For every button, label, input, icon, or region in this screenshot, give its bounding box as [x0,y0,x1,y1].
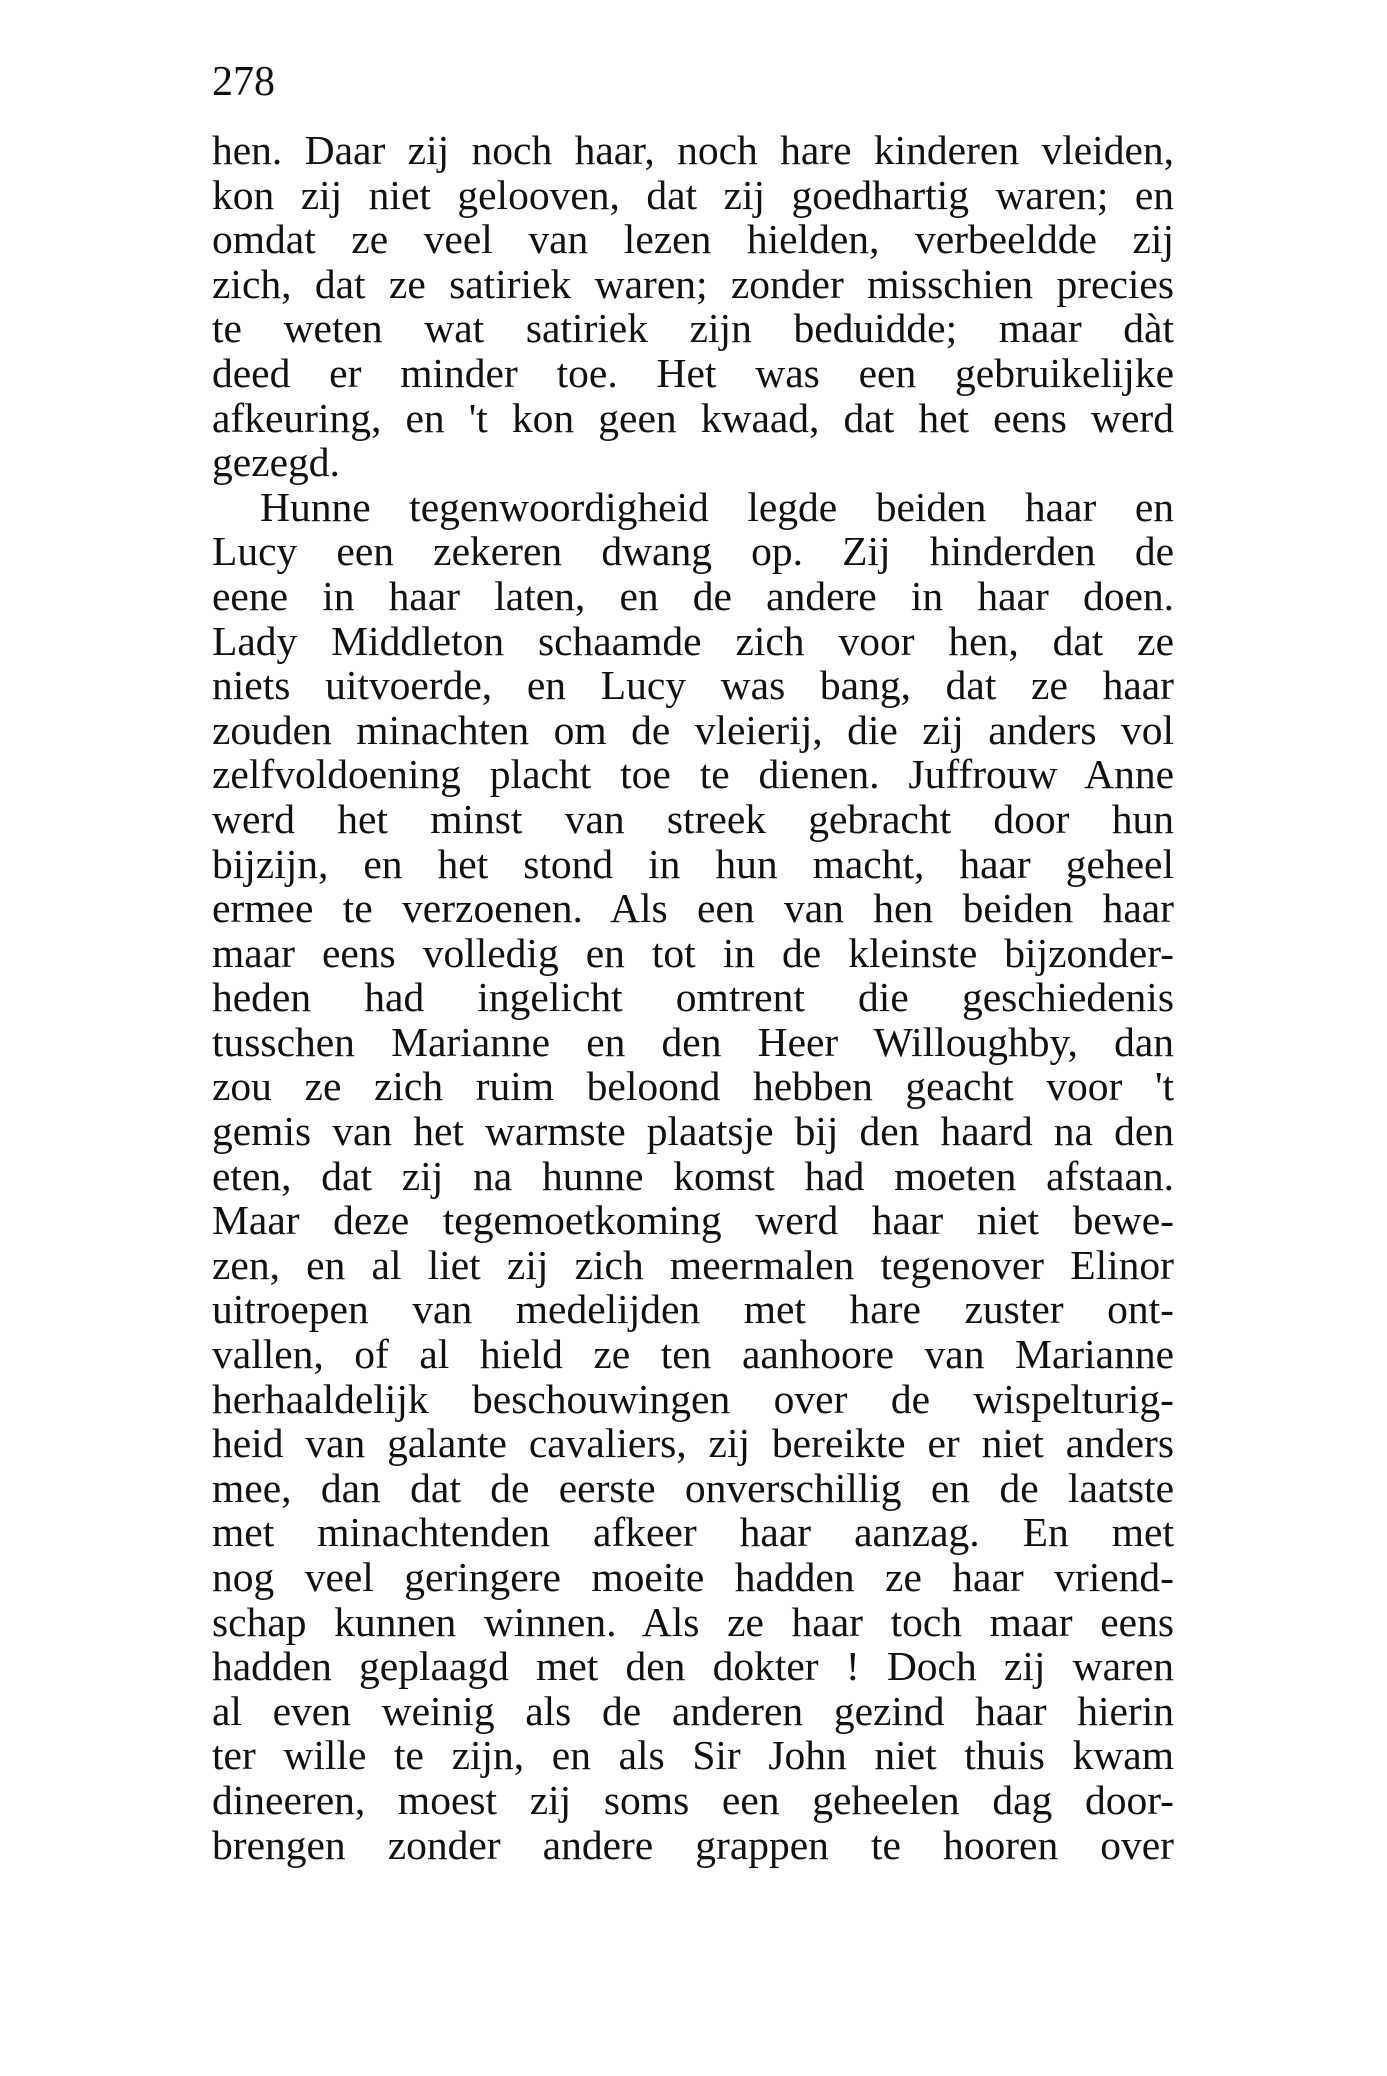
text-line: bijzijn, en het stond in hun macht, haar geheel [212,840,1174,887]
text-line: schap kunnen winnen. Als ze haar toch maar eens [212,1598,1174,1645]
text-line: al even weinig als de anderen gezind haar hierin [212,1687,1174,1734]
text-line: nog veel geringere moeite hadden ze haar vriend- [212,1554,1174,1600]
text-line: hen. Daar zij noch haar, noch hare kinderen vleiden, [212,127,1174,173]
text-line: maar eens volledig en tot in de kleinste bijzonder- [212,929,1174,976]
text-line: heid van galante cavaliers, zij bereikte er niet anders [212,1420,1174,1467]
text-line: zou ze zich ruim beloond hebben geacht voor 't [212,1063,1174,1110]
text-line: Maar deze tegemoetkoming werd haar niet bewe- [212,1197,1174,1244]
text-line: dineeren, moest zij soms een geheelen dag door- [212,1776,1174,1823]
text-line: afkeuring, en 't kon geen kwaad, dat het eens werd [212,394,1174,441]
text-line: niets uitvoerde, en Lucy was bang, dat ze haar [212,662,1174,709]
text-line: zich, dat ze satiriek waren; zonder misschien precies [212,260,1174,307]
text-line: deed er minder toe. Het was een gebruikelijke [212,349,1174,396]
paragraph-first-line: Hunne tegenwoordigheid legde beiden haar en [260,483,1174,530]
text-line: gemis van het warmste plaatsje bij den haard na den [212,1108,1174,1155]
text-line: mee, dan dat de eerste onverschillig en de laatste [212,1464,1174,1511]
body-text [212,128,1174,1867]
text-line: Lady Middleton schaamde zich voor hen, dat ze [212,617,1174,664]
text-line: zen, en al liet zij zich meermalen tegenover Elinor [212,1241,1174,1288]
text-line: brengen zonder andere grappen te hooren over [212,1821,1174,1868]
text-line: kon zij niet gelooven, dat zij goedhartig waren; en [212,171,1174,218]
text-line: herhaaldelijk beschouwingen over de wispelturig- [212,1375,1174,1422]
text-line: eene in haar laten, en de andere in haar doen. [212,572,1174,619]
text-line: heden had ingelicht omtrent die geschiedenis [212,974,1174,1021]
text-line: ermee te verzoenen. Als een van hen beiden haar [212,885,1174,932]
text-line: zelfvoldoening placht toe te dienen. Juffrouw Anne [212,751,1174,798]
text-line: tusschen Marianne en den Heer Willoughby, dan [212,1018,1174,1065]
page-number: 278 [212,59,275,105]
text-line: hadden geplaagd met den dokter ! Doch zij waren [212,1643,1174,1690]
text-line: Lucy een zekeren dwang op. Zij hinderden de [212,528,1174,575]
text-line: te weten wat satiriek zijn beduidde; maar dàt [212,305,1174,352]
text-line: met minachtenden afkeer haar aanzag. En met [212,1509,1174,1556]
text-line: omdat ze veel van lezen hielden, verbeeldde zij [212,216,1174,263]
text-line: zouden minachten om de vleierij, die zij anders vol [212,706,1174,753]
text-line: gezegd. [212,439,340,486]
text-line: werd het minst van streek gebracht door hun [212,795,1174,842]
text-line: vallen, of al hield ze ten aanhoore van Marianne [212,1331,1174,1378]
text-line: uitroepen van medelijden met hare zuster ont- [212,1286,1174,1333]
text-line: eten, dat zij na hunne komst had moeten afstaan. [212,1152,1174,1199]
text-line: ter wille te zijn, en als Sir John niet thuis kwam [212,1732,1174,1779]
